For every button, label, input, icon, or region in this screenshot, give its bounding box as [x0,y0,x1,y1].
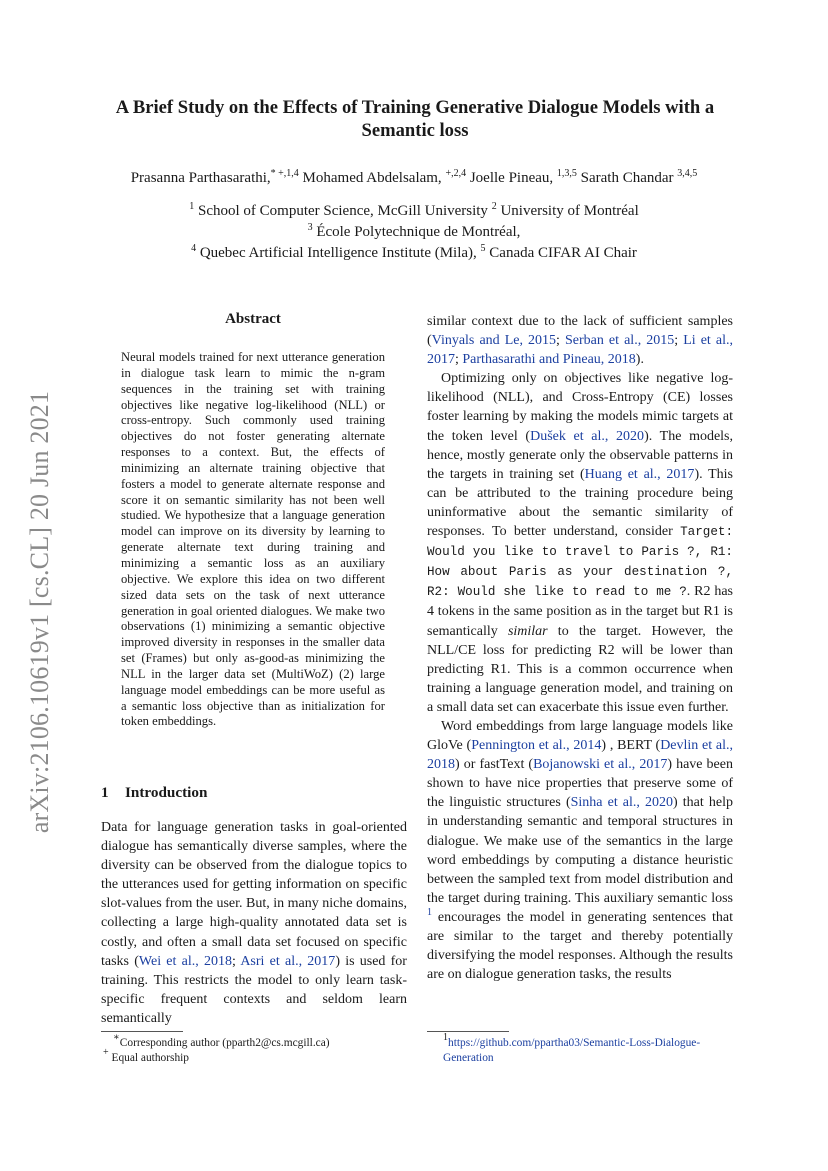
abstract-heading: Abstract [225,311,281,327]
affiliation-text: School of Computer Science, McGill University [197,203,488,219]
citation-link[interactable]: Li et al., 2017 [427,333,733,368]
footnotes-right [427,1032,733,1065]
text-run: similar context due to the lack of sufficient samples ( [427,314,733,349]
affil-sup: 3 [307,222,313,233]
author-affil-sup: 1,3,5 [556,168,577,179]
author-name: Joelle Pineau, [469,170,554,186]
footnote-marker[interactable]: 1 [427,906,432,918]
paragraph [427,312,733,369]
footnotes-left [101,1032,407,1065]
paragraph [427,369,733,717]
text-run: Word embeddings from large language models like GloVe ( [427,718,733,754]
text-run: ) that help in understanding semantic and temporal structures in dialogue. We make use of the semantics in the large word embeddings by computing a distance heuristic between the sampled text from model distribution and the target during training. This auxiliary semantic loss [427,795,733,906]
affiliation-text: University of Montréal [500,203,639,219]
affiliation-text: Canada CIFAR AI Chair [489,245,637,261]
author-list [60,168,768,188]
text-run: Optimizing only on objectives like negative log-likelihood (NLL), and Cross-Entropy (CE) losses foster learning by making the models mimic targets at the token level ( [427,371,733,444]
text-run: ) or fastText ( [455,757,534,773]
footnote-url-link[interactable]: https://github.com/ppartha03/Semantic-Loss-Dialogue-Generation [443,1037,701,1064]
affil-sup: 4 [191,243,197,254]
citation-link[interactable]: Wei et al., 2018 [138,953,232,969]
footnote-text: Equal authorship [111,1051,190,1064]
citation-link[interactable]: Dušek et al., 2020 [530,428,645,444]
text-run: to the target. However, the NLL/CE loss for predicting R2 will be lower than predicting R1. This is a common occurrence when training a language generation model, and training on a small data set can exacerbate this issue even further. [427,623,733,715]
citation-link[interactable]: Vinyals and Le, 2015 [431,333,557,349]
arxiv-stamp-text: arXiv:2106.10619v1 [cs.CL] 20 Jun 2021 [25,390,54,834]
text-run: ; [556,333,565,349]
affiliation-text: École Polytechnique de Montréal, [316,224,521,240]
text-run: ). [635,352,644,368]
text-run: ) is used for training. This restricts the model to only learn task-specific frequent contexts and seldom learn semantically [101,953,407,1026]
footnote [101,1046,407,1066]
emphasis: similar [507,623,548,639]
affiliation-line [110,222,718,242]
citation-link[interactable]: Pennington et al., 2014 [471,738,602,754]
author-name: Mohamed Abdelsalam, [302,170,442,186]
footnote [101,1032,407,1051]
text-run: encourages the model in generating sentences that are similar to the target and thereby potentially diversifying the model responses. Although the results are on dialogue generation tasks, the results [427,909,733,983]
section-title: Introduction [125,784,208,801]
citation-link[interactable]: Bojanowski et al., 2017 [533,757,668,773]
footnote-sup: ∗ [113,1032,120,1043]
paper-title: A Brief Study on the Effects of Training Generative Dialogue Models with a Semantic loss [115,97,715,141]
footnote-sup: 1 [443,1032,448,1043]
affiliation-line [110,243,718,263]
affiliation-line [110,201,718,221]
footnote-divider [427,1031,509,1032]
footnote-text: Corresponding author (pparth2@cs.mcgill.ca) [119,1037,330,1049]
text-run: ) have been shown to have nice properties that preserve some of the linguistic structures ( [427,757,733,811]
right-column-body [427,312,733,984]
citation-link[interactable]: Devlin et al., 2018 [427,738,733,773]
citation-link[interactable]: Huang et al., 2017 [584,466,695,482]
arxiv-identifier-stamp [18,372,62,852]
citation-link[interactable]: Parthasarathi and Pineau, 2018 [462,352,636,368]
affil-sup: 1 [189,201,195,212]
paragraph [101,818,407,1028]
citation-link[interactable]: Sinha et al., 2020 [570,795,674,811]
code-example: Target: Would you like to travel to Paris ?, R1: How about Paris as your destination ?, R2: Would she like to read to me ? [427,525,733,600]
citation-link[interactable]: Asri et al., 2017 [240,953,336,969]
author-affil-sup: 3,4,5 [677,168,698,179]
text-run: ). The models, hence, mostly generate only the observable patterns in the targets in training set ( [427,428,734,482]
abstract-text: Neural models trained for next utterance generation in dialogue task learn to mimic the n-gram sequences in the training set with training objectives like negative log-likelihood (NLL) or cross-entropy. Such commonly used training objectives do not foster generating alternate responses to a context. But, the effects of minimizing an alternate training objective that fosters a model to generate alternate response and score it on semantic similarity has not been well studied. We hypothesize that a language generation model can improve on its diversity by learning to generate alternate text during training and minimizing a semantic loss as an auxiliary objective. We explore this idea on two different sized data sets on the task of next utterance generation in goal oriented dialogues. We make two observations (1) minimizing a semantic objective improved diversity in responses in the smaller data set (Frames) but only as-good-as minimizing the NLL in the larger data set (MultiWoZ) (2) large language model embeddings can be more useful as a semantic loss objective than as initialization for token embeddings. [121,350,385,729]
section-number: 1 [101,784,109,801]
author-affil-sup: * +,1,4 [270,168,299,179]
section-heading [101,784,207,802]
text-run: ; [674,333,684,349]
affil-sup: 2 [491,201,497,212]
text-run: . R2 has 4 tokens in the same position as in the target but R1 is semantically [427,584,733,639]
text-run: ) , BERT ( [601,738,661,754]
citation-link[interactable]: Serban et al., 2015 [565,333,675,349]
footnote-sup: + [103,1046,109,1058]
text-run: Data for language generation tasks in goal-oriented dialogue has semantically diverse samples, where the diversity can be observed from the dialogue topics to the utterances used for getting information on specific slot-values from the user. But, in many niche domains, collecting a large high-quality annotated data set is costly, and often a small data set focused on specific tasks ( [101,820,408,969]
text-run: ; [231,953,241,969]
author-name: Prasanna Parthasarathi, [130,170,271,186]
left-column-body [101,818,407,1028]
author-name: Sarath Chandar [580,170,674,186]
paragraph [427,717,733,984]
text-run: ). This can be attributed to the training procedure being uninformative about the semantic similarity of responses. To better understand, consider [427,466,733,540]
text-run: ; [455,352,463,368]
affil-sup: 5 [480,243,486,254]
author-affil-sup: +,2,4 [445,168,467,179]
footnote [427,1032,733,1065]
affiliation-text: Quebec Artificial Intelligence Institute (Mila), [199,245,477,261]
